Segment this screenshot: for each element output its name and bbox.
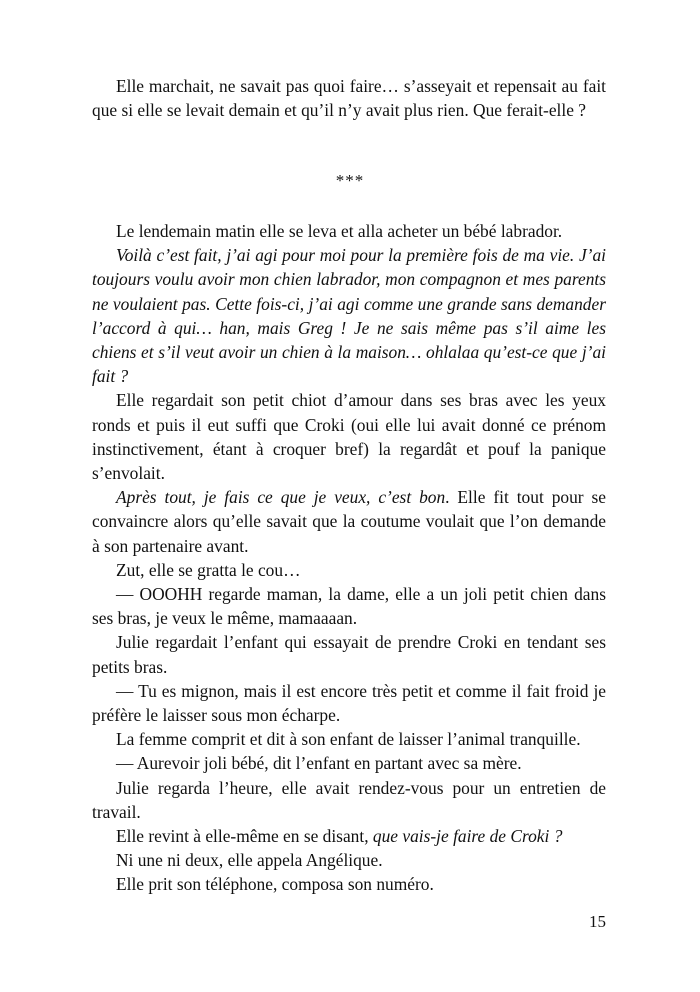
dialogue-line: — Tu es mignon, mais il est encore très petit et comme il fait froid je préfère le laisser sous mon écharpe.	[92, 680, 606, 726]
scene-separator: ***	[335, 171, 365, 190]
main-text-block	[92, 219, 606, 897]
paragraph	[92, 824, 606, 848]
paragraph: Le lendemain matin elle se leva et alla acheter un bébé labrador.	[116, 221, 563, 241]
paragraph: Elle prit son téléphone, composa son numéro.	[116, 874, 434, 895]
paragraph: Zut, elle se gratta le cou…	[116, 559, 301, 580]
top-text-block	[92, 74, 606, 122]
dialogue-line: — Aurevoir joli bébé, dit l’enfant en partant avec sa mère.	[116, 753, 522, 774]
plain-text: . Elle fit tout pour se convaincre alors qu’elle savait que la coutume voulait que l’on demande à son partenaire avant.	[92, 487, 606, 556]
italic-text: que vais-je faire de Croki ?	[372, 826, 563, 847]
plain-text: Elle revint à elle-même en se disant,	[116, 826, 373, 847]
paragraph	[92, 485, 606, 558]
italic-text: Voilà c’est fait, j’ai agi pour moi pour la première fois de ma vie. J’ai toujours voulu avoir mon chien labrador, mon compagnon et mes parents ne voulaient pas. Cette fois-ci, j’ai agi comme une grande sans demander l’accord à qui… han, mais Greg ! Je ne sais même pas s’il aime les chiens et s’il veut avoir un chien à la maison… ohlalaa qu’est-ce que j’ai fait ?	[92, 245, 606, 387]
paragraph: La femme comprit et dit à son enfant de laisser l’animal tranquille.	[116, 729, 581, 750]
paragraph: Ni une ni deux, elle appela Angélique.	[116, 850, 383, 871]
paragraph: Julie regardait l’enfant qui essayait de prendre Croki en tendant ses petits bras.	[92, 632, 606, 677]
paragraph: Elle regardait son petit chiot d’amour dans ses bras avec les yeux ronds et puis il eut suffi que Croki (oui elle lui avait donné ce prénom instinctivement, étant à croquer bref) la regardât et pouf la panique s’envolait.	[92, 390, 606, 484]
paragraph-inner-monologue	[92, 243, 606, 388]
dialogue-line: — OOOHH regarde maman, la dame, elle a un joli petit chien dans ses bras, je veux le même, mamaaaan.	[92, 584, 606, 629]
page-number: 15	[589, 912, 606, 931]
paragraph: Elle marchait, ne savait pas quoi faire… s’asseyait et repensait au fait que si elle se levait demain et qu’il n’y avait plus rien. Que ferait-elle ?	[92, 76, 606, 121]
paragraph: Julie regarda l’heure, elle avait rendez-vous pour un entretien de travail.	[92, 777, 606, 822]
italic-text: Après tout, je fais ce que je veux, c’est bon	[116, 487, 446, 508]
